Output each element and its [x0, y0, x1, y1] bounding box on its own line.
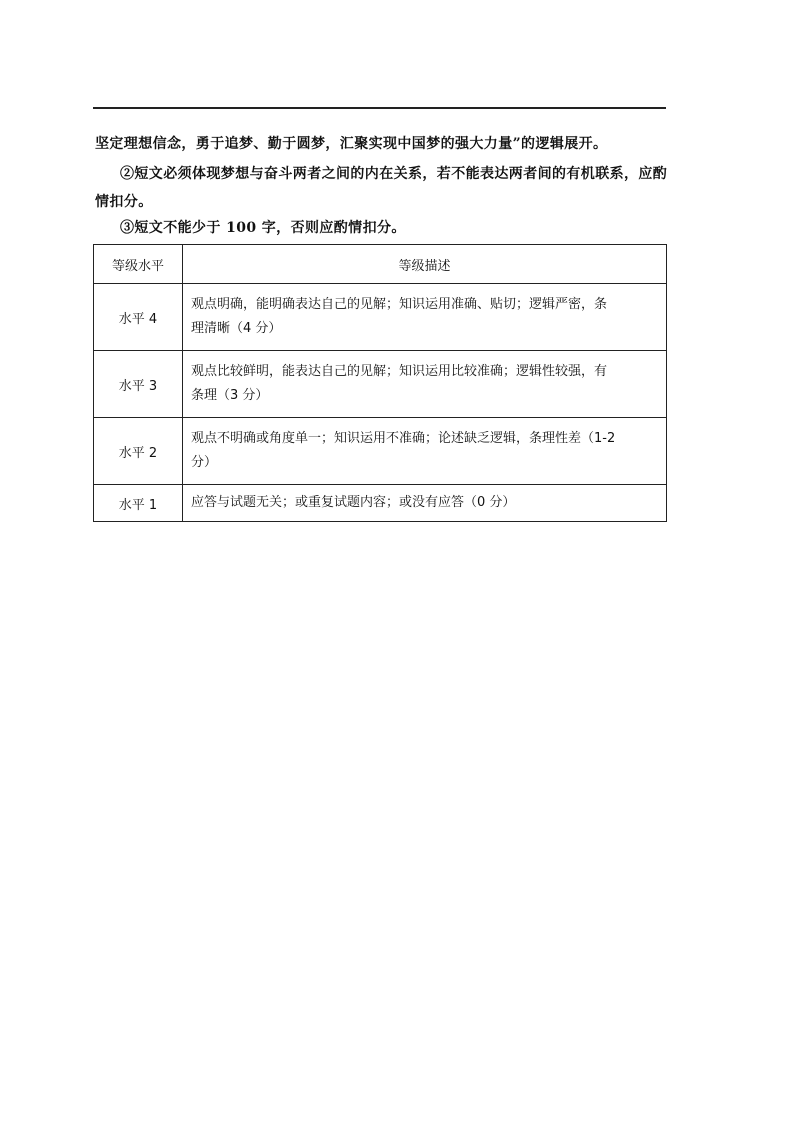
level-cell: 水平 3 — [94, 351, 183, 418]
description-line: 观点明确，能明确表达自己的见解；知识运用准确、贴切；逻辑严密，条 — [191, 297, 608, 312]
description-cell — [183, 351, 667, 418]
description-cell — [183, 284, 667, 351]
table-row — [94, 418, 667, 485]
level-cell: 水平 1 — [94, 485, 183, 522]
table-row — [94, 284, 667, 351]
paragraph-line-2: ②短文必须体现梦想与奋斗两者之间的内在关系，若不能表达两者间的有机联系，应酌 — [120, 166, 668, 182]
description-cell — [183, 485, 667, 522]
description-cell — [183, 418, 667, 485]
table-row — [94, 485, 667, 522]
description-line: 条理（3 分） — [191, 388, 269, 403]
header-description: 等级描述 — [183, 245, 667, 284]
grading-table — [93, 244, 667, 522]
level-cell: 水平 2 — [94, 418, 183, 485]
header-level: 等级水平 — [94, 245, 183, 284]
table-header-row — [94, 245, 667, 284]
description-line: 观点比较鲜明，能表达自己的见解；知识运用比较准确；逻辑性较强，有 — [191, 364, 608, 379]
header-rule — [93, 107, 666, 109]
level-cell: 水平 4 — [94, 284, 183, 351]
description-line: 分） — [191, 455, 218, 470]
table-row — [94, 351, 667, 418]
description-line: 应答与试题无关；或重复试题内容；或没有应答（0 分） — [191, 495, 516, 510]
paragraph-line-3: ③短文不能少于 100 字，否则应酌情扣分。 — [120, 220, 406, 236]
description-line: 观点不明确或角度单一；知识运用不准确；论述缺乏逻辑，条理性差（1-2 — [191, 431, 616, 446]
description-line: 理清晰（4 分） — [191, 321, 282, 336]
paragraph-line-1: 坚定理想信念，勇于追梦、勤于圆梦，汇聚实现中国梦的强大力量”的逻辑展开。 — [95, 136, 608, 152]
paragraph-line-2-continued: 情扣分。 — [95, 194, 153, 210]
